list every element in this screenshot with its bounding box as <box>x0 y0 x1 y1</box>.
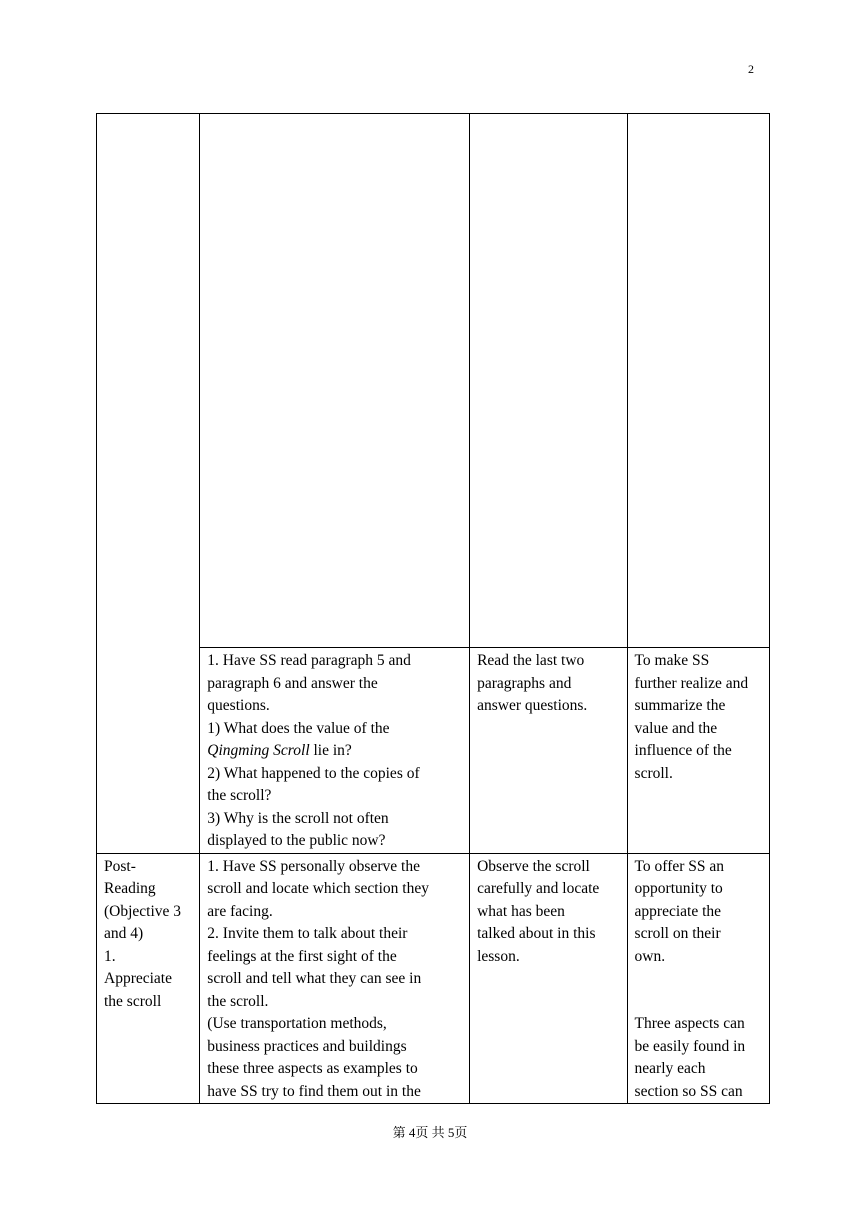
text-line: 1. Have SS read paragraph 5 and <box>207 652 411 669</box>
text-line: To make SS <box>634 652 710 669</box>
text-line: paragraphs and <box>477 674 572 692</box>
table-row <box>97 114 770 648</box>
text-line: Three aspects can <box>634 1015 745 1032</box>
text-line: scroll. <box>634 764 673 782</box>
teacher-activity-cell <box>200 853 470 1104</box>
table-row <box>97 853 770 1104</box>
text-line: influence of the <box>634 742 732 759</box>
text-line: (Objective 3 <box>104 902 182 920</box>
teacher-activity-cell-blank <box>200 114 470 648</box>
text-line: scroll and tell what they can see in <box>207 970 422 987</box>
text-line: opportunity to <box>634 880 723 897</box>
purpose-cell-blank <box>627 114 769 648</box>
text-line: scroll on their <box>634 925 721 942</box>
text-line: 2. Invite them to talk about their <box>207 925 408 942</box>
purpose-cell <box>627 853 769 1104</box>
text-line: Read the last two <box>477 652 585 669</box>
text-line: 2) What happened to the copies of <box>207 764 420 782</box>
text-fragment: lie in? <box>309 742 352 759</box>
text-line: answer questions. <box>477 697 588 714</box>
text-line: further realize and <box>634 674 749 692</box>
text-line: 1) What does the value of the <box>207 719 390 737</box>
text-line: the scroll <box>104 992 162 1010</box>
student-activity-cell <box>470 648 627 854</box>
text-line: these three aspects as examples to <box>207 1060 418 1077</box>
text-line: what has been <box>477 902 565 920</box>
text-line: have SS try to find them out in the <box>207 1082 421 1100</box>
text-line: carefully and locate <box>477 880 600 897</box>
lesson-plan-table <box>96 113 770 1104</box>
purpose-cell <box>627 648 769 854</box>
text-line: Observe the scroll <box>477 857 590 875</box>
text-line: and 4) <box>104 925 144 942</box>
text-line: own. <box>634 947 666 965</box>
text-line: scroll and locate which section they <box>207 880 429 897</box>
text-line: 3) Why is the scroll not often <box>207 809 389 827</box>
text-line <box>207 740 462 763</box>
text-line: displayed to the public now? <box>207 832 386 849</box>
stage-cell <box>97 853 200 1104</box>
text-line: Reading <box>104 880 156 897</box>
spacer <box>635 968 762 1013</box>
student-activity-cell-blank <box>470 114 627 648</box>
text-line: value and the <box>634 719 718 737</box>
page-number: 2 <box>748 62 754 76</box>
text-line: feelings at the first sight of the <box>207 947 397 965</box>
text-line: lesson. <box>477 947 520 965</box>
text-line: the scroll? <box>207 787 272 804</box>
text-line: nearly each <box>634 1060 706 1077</box>
text-line: business practices and buildings <box>207 1037 407 1055</box>
text-line: 1. Have SS personally observe the <box>207 857 420 875</box>
scroll-title: Qingming Scroll <box>207 742 310 759</box>
text-line: paragraph 6 and answer the <box>207 674 378 692</box>
text-line: Appreciate <box>104 970 172 987</box>
student-activity-cell <box>470 853 627 1104</box>
text-line: the scroll. <box>207 992 269 1010</box>
teacher-activity-cell <box>200 648 470 854</box>
text-line: be easily found in <box>634 1037 746 1055</box>
text-line: 1. <box>104 947 116 965</box>
text-line: summarize the <box>634 697 726 714</box>
stage-cell-continued <box>97 114 200 854</box>
text-line: talked about in this <box>477 925 596 942</box>
page-footer: 第 4页 共 5页 <box>392 1125 468 1140</box>
text-line: section so SS can <box>634 1082 743 1100</box>
text-line: (Use transportation methods, <box>207 1015 387 1032</box>
text-line: appreciate the <box>634 902 722 920</box>
text-line: questions. <box>207 697 270 714</box>
text-line: are facing. <box>207 902 273 920</box>
text-line: Post- <box>104 857 136 875</box>
text-line: To offer SS an <box>634 857 725 875</box>
